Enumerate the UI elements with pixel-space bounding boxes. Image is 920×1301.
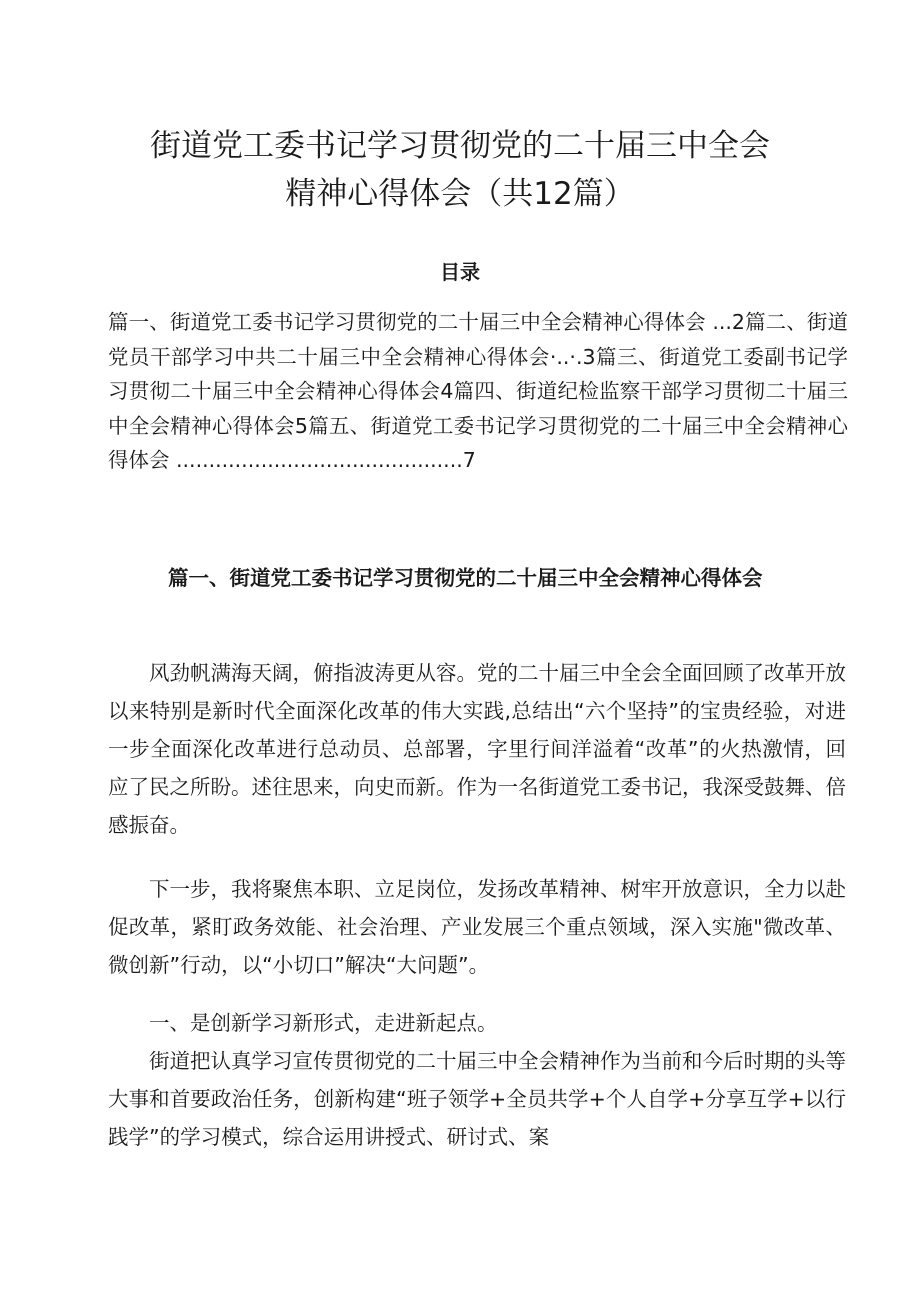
toc-item-5[interactable]: 篇五、街道党工委书记学习贯彻党的二十届三中全会精神心得体会 ............................................7: [108, 413, 849, 472]
toc-item-1[interactable]: 篇一、街道党工委书记学习贯彻党的二十届三中全会精神心得体会 ...2: [108, 310, 745, 334]
toc-item-4[interactable]: 篇四、街道纪检监察干部学习贯彻二十届三中全会精神心得体会5: [108, 379, 849, 438]
body-paragraph-2: 下一步，我将聚焦本职、立足岗位，发扬改革精神、树牢开放意识，全力以赴促改革，紧盯政务效能、社会治理、产业发展三个重点领域，深入实施"微改革、微创新”行动，以“小切口”解决“大问题”。: [108, 877, 846, 977]
section-title: 篇一、街道党工委书记学习贯彻党的二十届三中全会精神心得体会: [168, 566, 763, 590]
document-title-line-1: 街道党工委书记学习贯彻党的二十届三中全会: [150, 128, 770, 164]
document-title-line-2: 精神心得体会（共12篇）: [285, 176, 635, 212]
body-paragraph-3: 一、是创新学习新形式，走进新起点。: [149, 1011, 498, 1035]
toc-item-3[interactable]: 篇三、街道党工委副书记学习贯彻二十届三中全会精神心得体会4: [108, 344, 848, 403]
toc-item-2[interactable]: 篇二、街道党员干部学习中共二十届三中全会精神心得体会·..·.3: [108, 310, 849, 369]
body-paragraph-4: 街道把认真学习宣传贯彻党的二十届三中全会精神作为当前和今后时期的头等大事和首要政治任务，创新构建“班子领学+全员共学+个人自学+分享互学+以行践学”的学习模式，综合运用讲授式、研讨式、案: [108, 1049, 846, 1149]
toc-heading: 目录: [440, 260, 480, 284]
body-paragraph-1: 风劲帆满海天阔，俯指波涛更从容。党的二十届三中全会全面回顾了改革开放以来特别是新时代全面深化改革的伟大实践,总结出“六个坚持”的宝贵经验，对进一步全面深化改革进行总动员、总部署，字里行间洋溢着“改革”的火热激情，回应了民之所盼。述往思来，向史而新。作为一名街道党工委书记，我深受鼓舞、倍感振奋。: [108, 661, 846, 837]
table-of-contents: [108, 305, 848, 478]
